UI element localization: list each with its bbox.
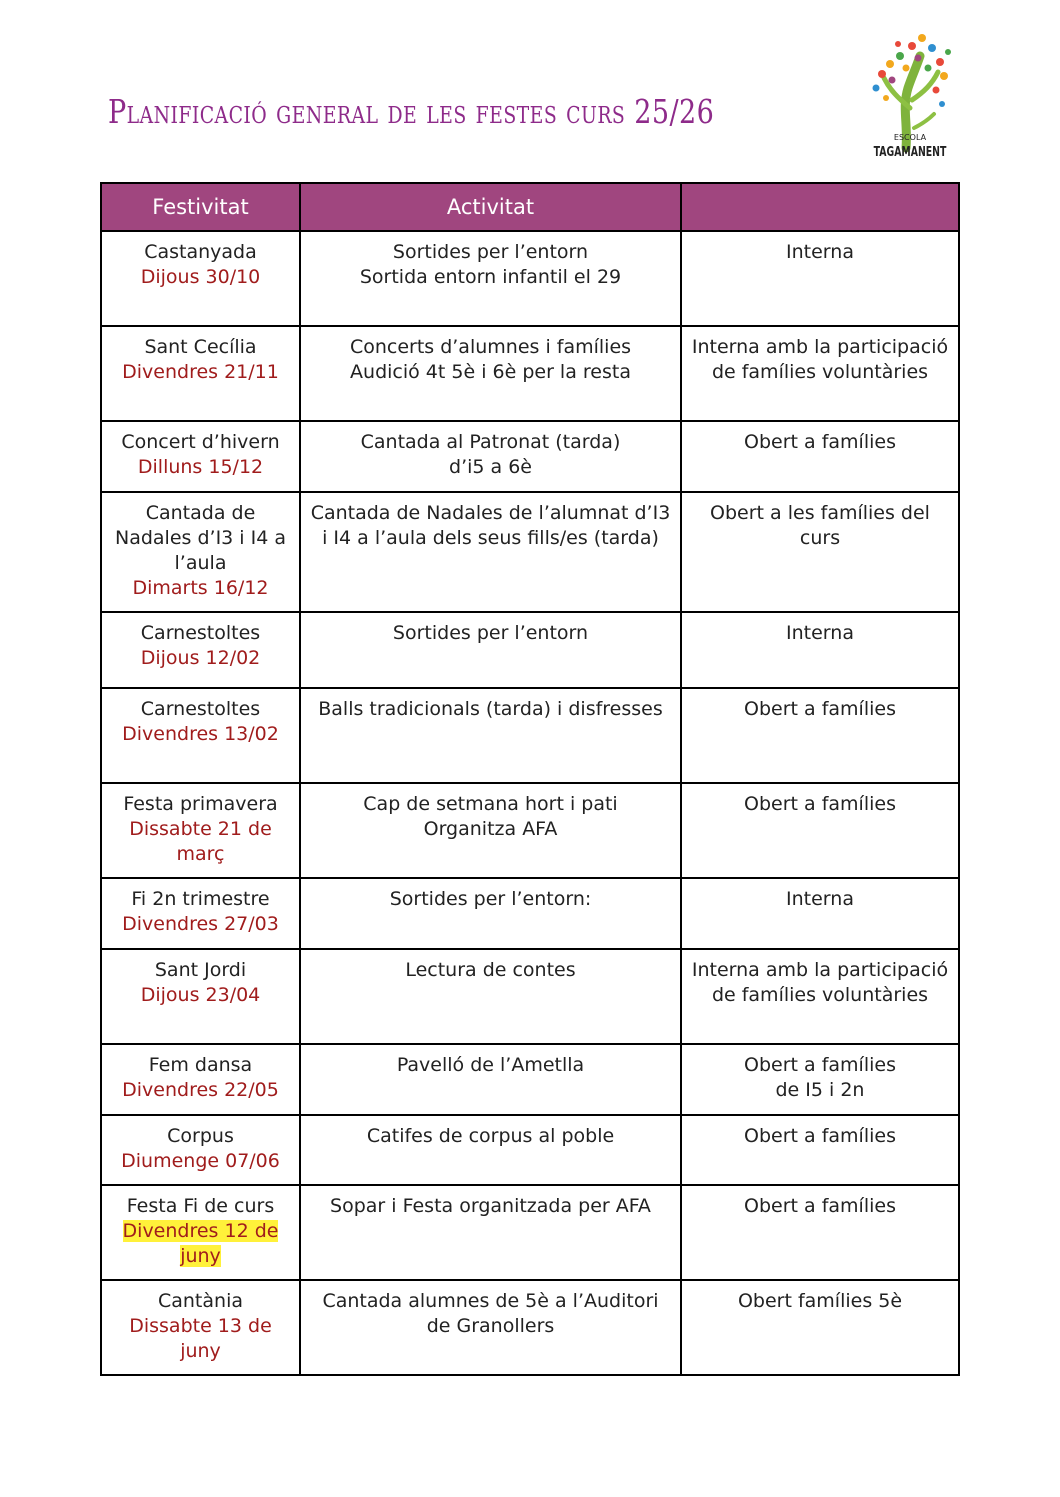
table-row — [101, 878, 959, 949]
festivity-cell — [101, 492, 300, 612]
activity-cell: Cantada de Nadales de l’alumnat d’I3 i I4 a l’aula dels seus fills/es (tarda) — [300, 492, 681, 612]
festivity-date: Diumenge 07/06 — [121, 1150, 280, 1172]
activity-cell: Cap de setmana hort i pati Organitza AFA — [300, 783, 681, 878]
access-cell: Interna — [681, 231, 959, 326]
festivity-date: Divendres 27/03 — [122, 913, 279, 935]
festivity-date: Dijous 23/04 — [140, 984, 261, 1006]
table-row — [101, 1044, 959, 1115]
festivity-name: Cantada de Nadales d’I3 i I4 a l’aula — [115, 502, 286, 574]
festivity-date: Divendres 12 de juny — [122, 1220, 279, 1267]
activity-cell: Sopar i Festa organitzada per AFA — [300, 1185, 681, 1280]
table-row — [101, 949, 959, 1044]
festivities-table — [100, 182, 960, 1376]
festivity-date: Dijous 12/02 — [140, 647, 261, 669]
table-row — [101, 1115, 959, 1185]
access-cell: Interna — [681, 878, 959, 949]
festivity-cell — [101, 1280, 300, 1375]
festivity-cell — [101, 326, 300, 421]
activity-cell: Sortides per l’entorn — [300, 612, 681, 688]
festivity-date: Dilluns 15/12 — [137, 456, 264, 478]
table-row — [101, 1185, 959, 1280]
festivity-date: Dissabte 13 de juny — [129, 1315, 272, 1362]
activity-cell: Sortides per l’entorn Sortida entorn infantil el 29 — [300, 231, 681, 326]
festivity-date: Dissabte 21 de març — [129, 818, 272, 865]
access-cell: Obert a famílies — [681, 688, 959, 783]
activity-cell: Cantada al Patronat (tarda) d’i5 a 6è — [300, 421, 681, 492]
festivity-name: Corpus — [167, 1125, 234, 1147]
festivity-cell — [101, 231, 300, 326]
festivity-cell — [101, 1044, 300, 1115]
festivity-name: Fem dansa — [148, 1054, 253, 1076]
access-cell: Interna — [681, 612, 959, 688]
festivity-name: Concert d’hivern — [121, 431, 280, 453]
festivity-date: Divendres 22/05 — [122, 1079, 279, 1101]
table-row — [101, 612, 959, 688]
access-cell: Obert a famílies — [681, 1115, 959, 1185]
table-header — [101, 183, 959, 231]
festivity-cell — [101, 1185, 300, 1280]
access-cell: Obert a famílies — [681, 1185, 959, 1280]
festivity-date: Dijous 30/10 — [140, 266, 261, 288]
header-festivitat: Festivitat — [101, 183, 300, 231]
festivity-cell — [101, 783, 300, 878]
access-cell: Interna amb la participació de famílies voluntàries — [681, 326, 959, 421]
festivity-cell — [101, 878, 300, 949]
festivity-name: Sant Jordi — [154, 959, 247, 981]
table-row — [101, 783, 959, 878]
header-activitat: Activitat — [300, 183, 681, 231]
festivity-cell — [101, 688, 300, 783]
festivity-name: Festa Fi de curs — [126, 1195, 275, 1217]
access-cell: Interna amb la participació de famílies voluntàries — [681, 949, 959, 1044]
activity-cell: Balls tradicionals (tarda) i disfresses — [300, 688, 681, 783]
festivity-name: Carnestoltes — [140, 622, 261, 644]
activity-cell: Sortides per l’entorn: — [300, 878, 681, 949]
access-cell: Obert a les famílies del curs — [681, 492, 959, 612]
festivity-cell — [101, 1115, 300, 1185]
festivity-date: Divendres 13/02 — [122, 723, 279, 745]
school-logo — [862, 28, 958, 162]
table-row — [101, 231, 959, 326]
table-row — [101, 1280, 959, 1375]
table-row — [101, 326, 959, 421]
activity-cell: Lectura de contes — [300, 949, 681, 1044]
festivity-cell — [101, 421, 300, 492]
svg-text:ESCOLA: ESCOLA — [893, 133, 927, 142]
festivity-name: Castanyada — [144, 241, 257, 263]
activity-cell: Cantada alumnes de 5è a l’Auditori de Granollers — [300, 1280, 681, 1375]
access-cell: Obert a famílies — [681, 783, 959, 878]
festivity-name: Sant Cecília — [144, 336, 257, 358]
festivity-date: Divendres 21/11 — [122, 361, 279, 383]
festivity-name: Fi 2n trimestre — [131, 888, 270, 910]
activity-cell: Concerts d’alumnes i famílies Audició 4t 5è i 6è per la resta — [300, 326, 681, 421]
access-cell: Obert a famílies — [681, 421, 959, 492]
festivity-name: Cantània — [157, 1290, 243, 1312]
festivity-cell — [101, 612, 300, 688]
table-row — [101, 421, 959, 492]
activity-cell: Catifes de corpus al poble — [300, 1115, 681, 1185]
festivity-name: Festa primavera — [123, 793, 278, 815]
table-row — [101, 492, 959, 612]
table-row — [101, 688, 959, 783]
page-title: Planificació general de les festes curs 25/26 — [108, 92, 715, 131]
access-cell: Obert famílies 5è — [681, 1280, 959, 1375]
festivity-date: Dimarts 16/12 — [132, 577, 269, 599]
svg-text:TAGAMANENT: TAGAMANENT — [873, 143, 947, 160]
access-cell: Obert a famílies de I5 i 2n — [681, 1044, 959, 1115]
header-access — [681, 183, 959, 231]
festivity-cell — [101, 949, 300, 1044]
activity-cell: Pavelló de l’Ametlla — [300, 1044, 681, 1115]
festivity-name: Carnestoltes — [140, 698, 261, 720]
